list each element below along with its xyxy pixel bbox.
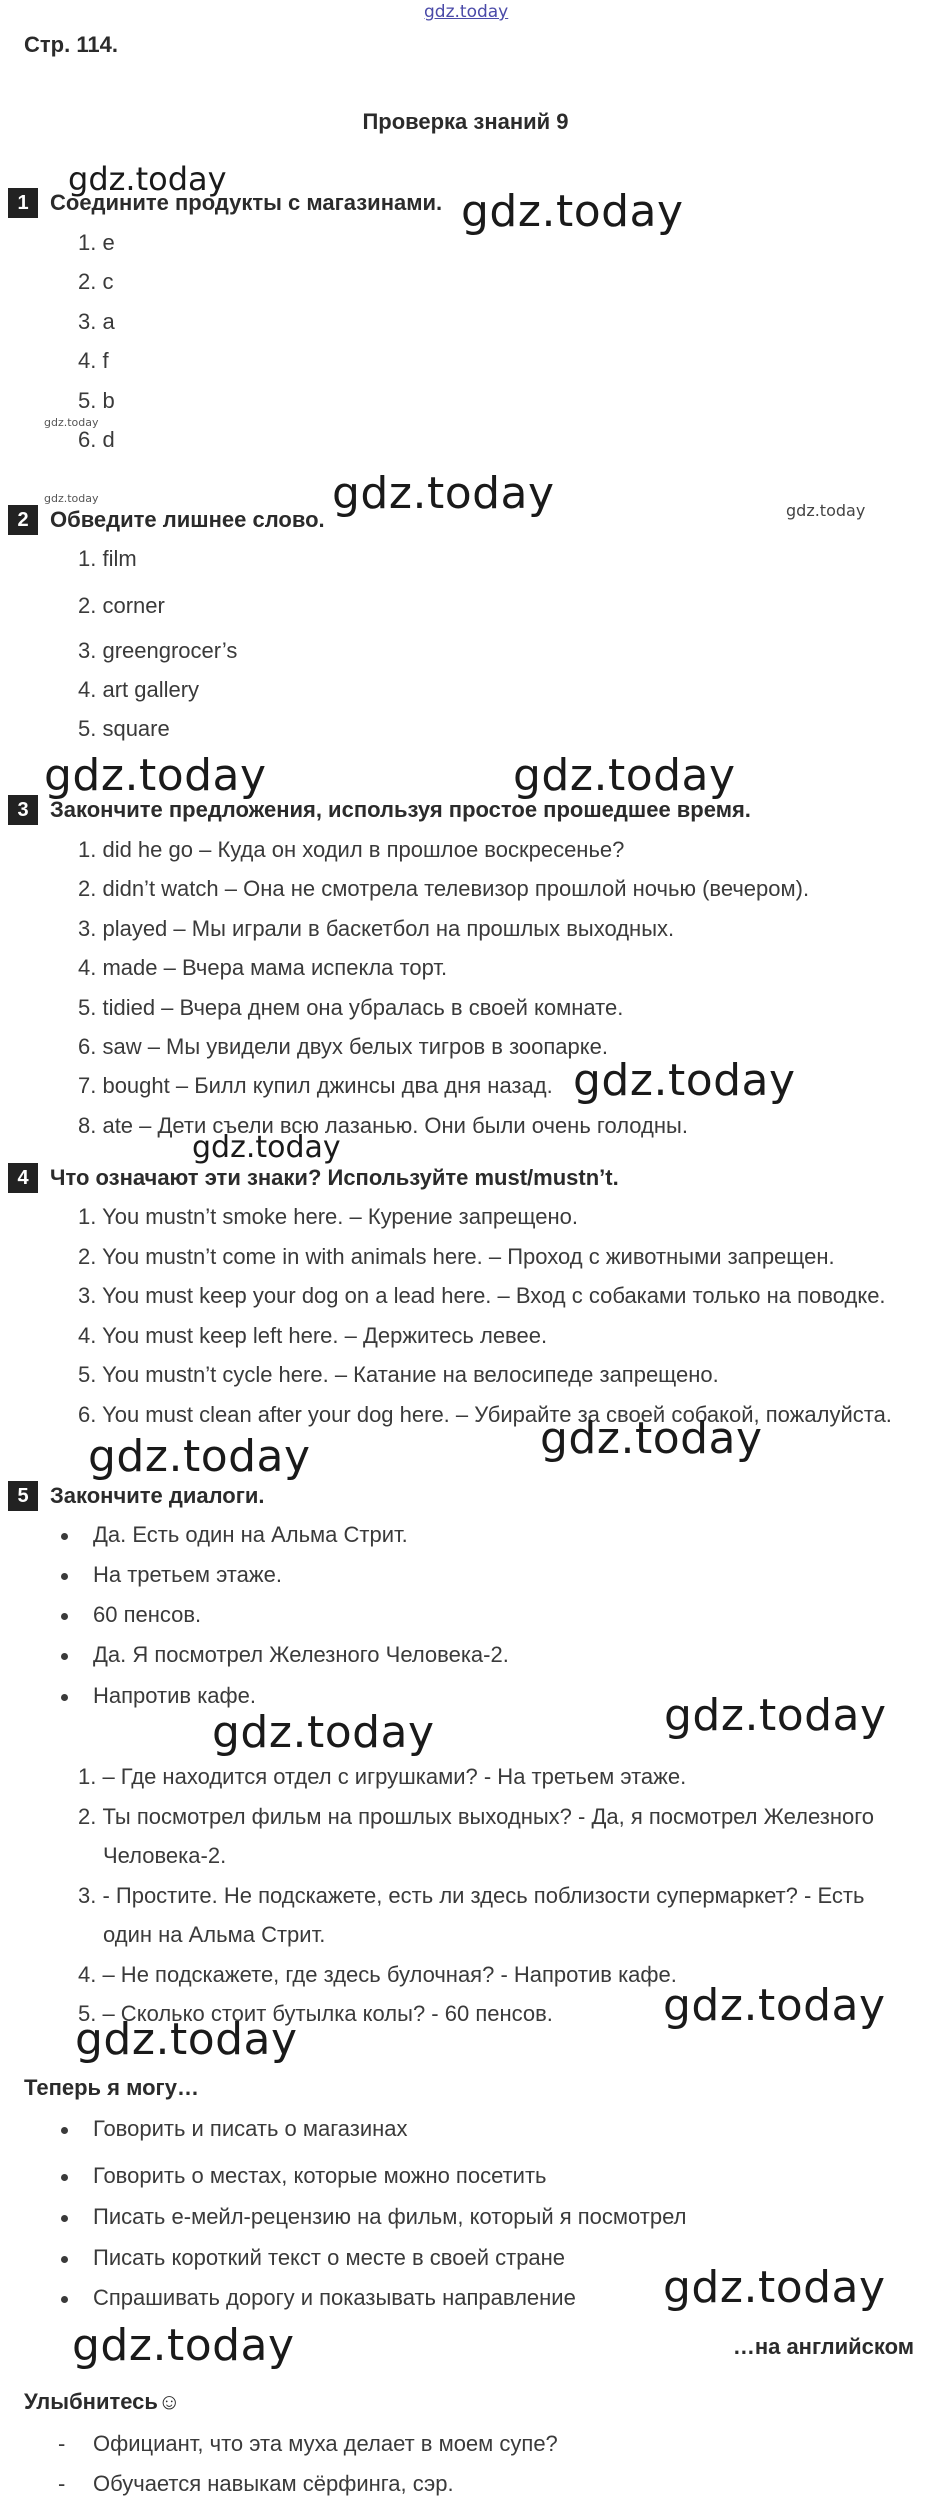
section-3-answer-3: 3. played – Мы играли в баскетбол на прошлых выходных. [78, 916, 675, 941]
watermark: gdz.today [212, 1707, 435, 1758]
smile-line-2: Обучается навыкам сёрфинга, сэр. [93, 2471, 454, 2496]
bullet-dot [61, 2256, 68, 2263]
watermark: gdz.today [192, 1130, 341, 1165]
watermark: gdz.today [573, 1055, 796, 1106]
section-5-dialogue-2: 2. Ты посмотрел фильм на прошлых выходных? - Да, я посмотрел Железного [78, 1804, 875, 1829]
bullet-dot [61, 2215, 68, 2222]
section-2-answer-2: 2. corner [78, 593, 165, 618]
section-3-answer-5: 5. tidied – Вчера днем она убралась в своей комнате. [78, 995, 624, 1020]
watermark: gdz.today [88, 1431, 311, 1482]
watermark: gdz.today [44, 416, 99, 429]
section-3-heading: Закончите предложения, используя простое прошедшее время. [50, 797, 751, 822]
section-5-option-5: Напротив кафе. [93, 1683, 256, 1708]
smile-line-1: Официант, что эта муха делает в моем супе? [93, 2431, 558, 2456]
watermark: gdz.today [44, 492, 99, 505]
watermark: gdz.today [663, 1980, 886, 2031]
watermark: gdz.today [72, 2320, 295, 2371]
section-4-answer-3: 3. You must keep your dog on a lead here. – Вход с собаками только на поводке. [78, 1283, 886, 1308]
watermark: gdz.today [44, 750, 267, 801]
smile-heading: Улыбнитесь☺ [24, 2389, 181, 2414]
section-3-answer-6: 6. saw – Мы увидели двух белых тигров в зоопарке. [78, 1034, 608, 1059]
section-5-dialogue-3-cont: один на Альма Стрит. [103, 1922, 326, 1947]
watermark: gdz.today [786, 501, 866, 520]
section-1-answer-1: 1. e [78, 230, 115, 255]
section-3-answer-7: 7. bought – Билл купил джинсы два дня назад. [78, 1073, 553, 1098]
section-2-answer-1: 1. film [78, 546, 137, 571]
page-number: Стр. 114. [24, 32, 118, 57]
section-5-number: 5 [8, 1481, 38, 1511]
section-2-heading: Обведите лишнее слово. [50, 507, 325, 532]
section-1-answer-2: 2. c [78, 269, 114, 294]
bullet-dot [61, 1694, 68, 1701]
section-2-answer-3: 3. greengrocer’s [78, 638, 238, 663]
section-1-answer-5: 5. b [78, 388, 115, 413]
bullet-dot [61, 2296, 68, 2303]
section-4-answer-2: 2. You mustn’t come in with animals here. – Проход с животными запрещен. [78, 1244, 835, 1269]
can-do-suffix: …на английском [732, 2334, 914, 2359]
page-title: Проверка знаний 9 [362, 109, 569, 134]
section-5-dialogue-5: 5. – Сколько стоит бутылка колы? - 60 пенсов. [78, 2001, 553, 2026]
can-do-item-1: Говорить и писать о магазинах [93, 2116, 408, 2141]
can-do-item-4: Писать короткий текст о месте в своей стране [93, 2245, 566, 2270]
watermark: gdz.today [664, 1690, 887, 1741]
smile-dash-2: - [58, 2471, 66, 2496]
section-1-number: 1 [8, 188, 38, 218]
section-5-option-4: Да. Я посмотрел Железного Человека-2. [93, 1642, 509, 1667]
watermark: gdz.today [540, 1413, 763, 1464]
section-4-number: 4 [8, 1163, 38, 1193]
section-5-dialogue-2-cont: Человека-2. [103, 1843, 227, 1868]
section-1-answer-6: 6. d [78, 427, 115, 452]
bullet-dot [61, 1613, 68, 1620]
bullet-dot [61, 2127, 68, 2134]
section-5-dialogue-3: 3. - Простите. Не подскажете, есть ли здесь поблизости супермаркет? - Есть [78, 1883, 865, 1908]
section-2-number: 2 [8, 505, 38, 535]
watermark: gdz.today [513, 750, 736, 801]
bullet-dot [61, 1573, 68, 1580]
bullet-dot [61, 1533, 68, 1540]
watermark: gdz.today [332, 468, 555, 519]
can-do-item-3: Писать е-мейл-рецензию на фильм, который я посмотрел [93, 2204, 687, 2229]
bullet-dot [61, 2174, 68, 2181]
section-1-heading: Соедините продукты с магазинами. [50, 190, 443, 215]
watermark-top: gdz.today [424, 2, 509, 22]
watermark: gdz.today [75, 2014, 298, 2065]
bullet-dot [61, 1653, 68, 1660]
section-1-answer-3: 3. a [78, 309, 115, 334]
section-1-answer-4: 4. f [78, 348, 109, 373]
section-5-dialogue-4: 4. – Не подскажете, где здесь булочная? - Напротив кафе. [78, 1962, 677, 1987]
section-5-dialogue-1: 1. – Где находится отдел с игрушками? - На третьем этаже. [78, 1764, 687, 1789]
section-5-option-2: На третьем этаже. [93, 1562, 282, 1587]
section-3-answer-4: 4. made – Вчера мама испекла торт. [78, 955, 448, 980]
can-do-heading: Теперь я могу… [24, 2075, 199, 2100]
smile-dash-1: - [58, 2431, 66, 2456]
section-3-answer-1: 1. did he go – Куда он ходил в прошлое воскресенье? [78, 837, 625, 862]
section-5-heading: Закончите диалоги. [50, 1483, 265, 1508]
section-4-answer-6: 6. You must clean after your dog here. – Убирайте за своей собакой, пожалуйста. [78, 1402, 892, 1427]
can-do-item-2: Говорить о местах, которые можно посетить [93, 2163, 547, 2188]
section-4-answer-1: 1. You mustn’t smoke here. – Курение запрещено. [78, 1204, 578, 1229]
section-5-option-3: 60 пенсов. [93, 1602, 202, 1627]
section-4-answer-5: 5. You mustn’t cycle here. – Катание на велосипеде запрещено. [78, 1362, 719, 1387]
section-4-heading: Что означают эти знаки? Используйте must/mustn’t. [50, 1165, 619, 1190]
section-2-answer-4: 4. art gallery [78, 677, 200, 702]
watermark: gdz.today [461, 186, 684, 237]
watermark: gdz.today [663, 2262, 886, 2313]
section-2-answer-5: 5. square [78, 716, 170, 741]
section-3-number: 3 [8, 795, 38, 825]
can-do-item-5: Спрашивать дорогу и показывать направление [93, 2285, 576, 2310]
section-5-option-1: Да. Есть один на Альма Стрит. [93, 1522, 408, 1547]
watermark: gdz.today [68, 160, 227, 198]
section-3-answer-8: 8. ate – Дети съели всю лазанью. Они были очень голодны. [78, 1113, 688, 1138]
section-4-answer-4: 4. You must keep left here. – Держитесь левее. [78, 1323, 548, 1348]
section-3-answer-2: 2. didn’t watch – Она не смотрела телевизор прошлой ночью (вечером). [78, 876, 810, 901]
